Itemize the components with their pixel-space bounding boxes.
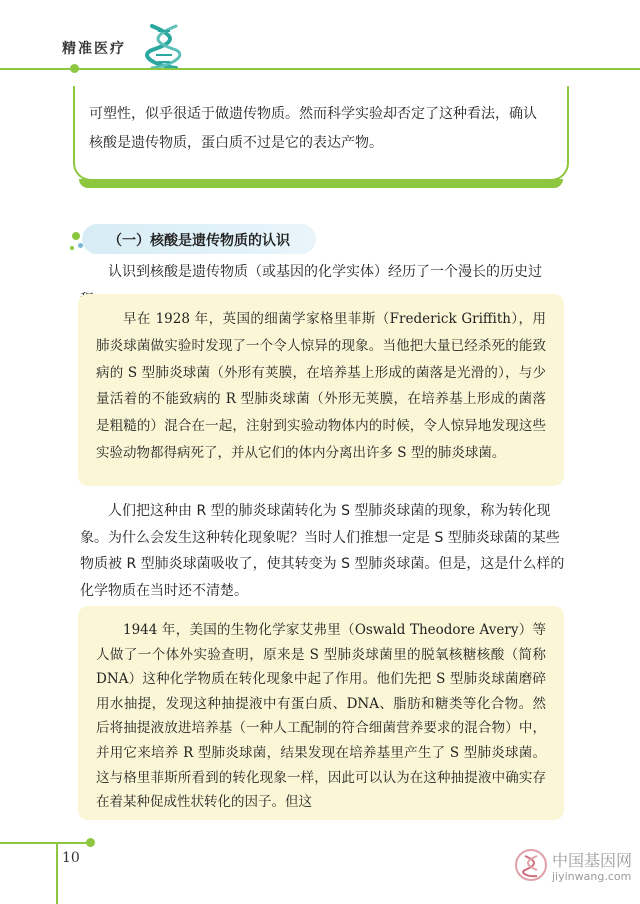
footer-divider-dot	[86, 838, 95, 847]
quote-box-2-text: 1944 年，美国的生物化学家艾弗里（Oswald Theodore Avery）等人做了一个体外实验查明，原来是 S 型肺炎球菌里的脱氧核糖核酸（简称 DNA）这种化学物质在转化现象中起了作用。他们先把 S 型肺炎球菌磨碎用水抽提，发现这种抽提液中有蛋白质、DNA、脂肪和糖类等化合物。然后将抽提液放进培养基（一种人工配制的符合细菌营养要求的混合物）中，并用它来培养 R 型肺炎球菌，结果发现在培养基里产生了 S 型肺炎球菌。这与格里菲斯所看到的转化现象一样，因此可以认为在这种抽提液中确实存在着某种促成性状转化的因子。但这	[96, 622, 546, 811]
page-number: 10	[62, 850, 80, 866]
footer-divider	[0, 842, 90, 844]
dna-helix-icon	[142, 22, 186, 70]
watermark-name: 中国基因网	[552, 851, 633, 870]
watermark	[514, 846, 634, 886]
quote-box-2	[78, 606, 564, 820]
section-title: （一）核酸是遗传物质的认识	[108, 233, 290, 249]
header-divider-dot	[70, 64, 79, 73]
section-dot-large	[72, 232, 80, 240]
watermark-url: jiyinwang.com	[552, 870, 632, 883]
paragraph-2: 人们把这种由 R 型的肺炎球菌转化为 S 型肺炎球菌的现象，称为转化现象。为什么会发生这种转化现象呢？当时人们推想一定是 S 型肺炎球菌的某些物质被 R 型肺炎球菌吸收了，使其转变为 S 型肺炎球菌。但是，这是什么样的化学物质在当时还不清楚。	[80, 503, 565, 599]
quote-box-1-text: 早在 1928 年，英国的细菌学家格里菲斯（Frederick Griffith），用肺炎球菌做实验时发现了一个令人惊异的现象。当他把大量已经杀死的能致病的 S 型肺炎球菌（外形有荚膜，在培养基上形成的菌落是光滑的），与少量活着的不能致病的 R 型肺炎球菌（外形无荚膜，在培养基上形成的菌落是粗糙的）混合在一起，注射到实验动物体内的时候，令人惊异地发现这些实验动物都得病死了，并从它们的体内分离出许多 S 型的肺炎球菌。	[96, 311, 546, 461]
paragraph-1: 认识到核酸是遗传物质（或基因的化学实体）经历了一个漫长的历史过	[108, 264, 542, 280]
section-dot-tiny	[70, 246, 74, 250]
header-title: 精准医疗	[62, 41, 126, 57]
header-divider	[0, 68, 640, 70]
intro-text: 可塑性，似乎很适于做遗传物质。然而科学实验却否定了这种看法，确认核酸是遗传物质，蛋白质不过是它的表达产物。	[89, 106, 537, 151]
footer-vertical-rule	[56, 842, 58, 904]
gene-network-logo-icon	[514, 848, 548, 882]
quote-box-1	[78, 294, 564, 486]
intro-box	[73, 86, 569, 181]
section-dot-small	[78, 243, 83, 248]
